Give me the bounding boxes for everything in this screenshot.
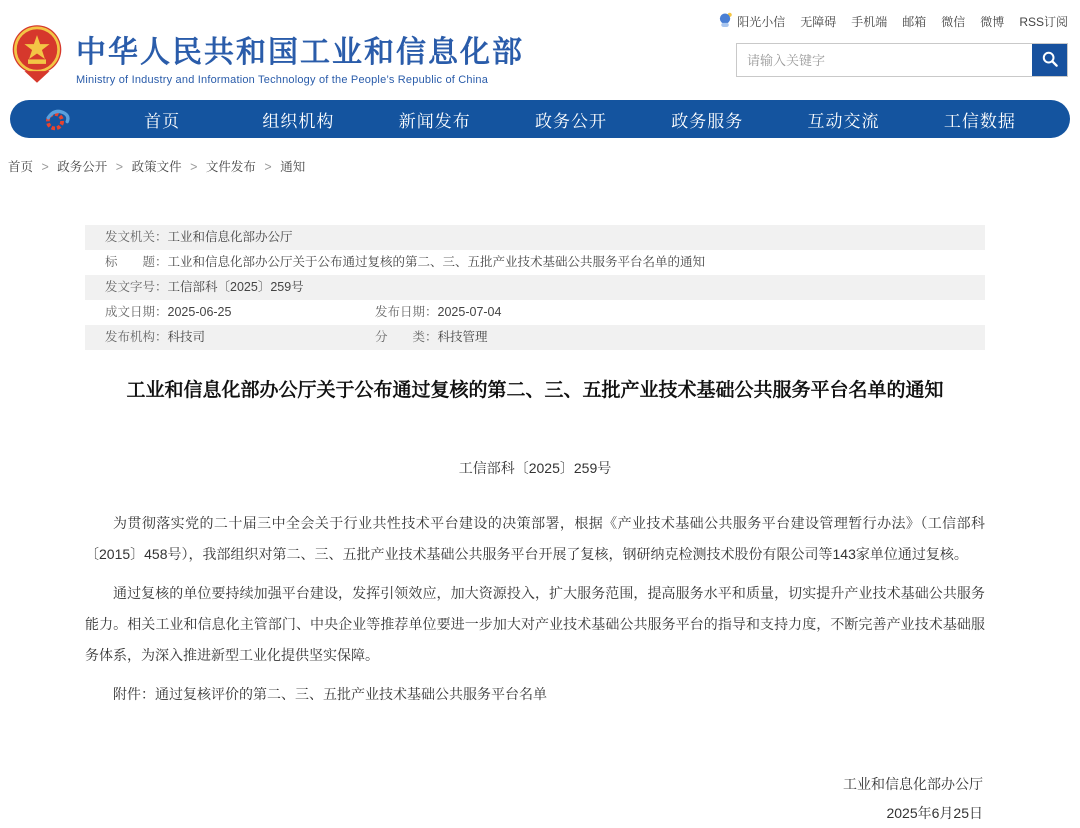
document-paragraph: 为贯彻落实党的二十届三中全会关于行业共性技术平台建设的决策部署，根据《产业技术基础公共服务平台建设管理暂行办法》（工信部科〔2015〕458号），我部组织对第二、三、五批产业技术基础公共服务平台开展了复核，钢研纳克检测技术股份有限公司等143家单位通过复核。 xyxy=(85,515,985,562)
meta-value: 科技司 xyxy=(167,330,206,344)
attachment-link[interactable]: 附件：通过复核评价的第二、三、五批产业技术基础公共服务平台名单 xyxy=(113,686,547,702)
meta-cell-written-date xyxy=(105,300,375,325)
nav-item-miit-data[interactable]: 工信数据 xyxy=(943,111,1016,131)
meta-row-publisher-category xyxy=(85,325,985,350)
meta-label: 成文日期： xyxy=(105,305,168,319)
breadcrumb-separator: > xyxy=(41,160,49,174)
nav-item-gov-services[interactable]: 政务服务 xyxy=(671,111,744,131)
quick-link-label: 阳光小信 xyxy=(737,15,786,29)
brand-text xyxy=(76,27,524,86)
breadcrumb-separator: > xyxy=(115,160,124,174)
breadcrumb-notice[interactable]: 通知 xyxy=(280,160,306,174)
quick-link-label: RSS订阅 xyxy=(1019,15,1068,29)
site-brand[interactable] xyxy=(10,14,524,98)
search-input[interactable] xyxy=(737,44,1032,76)
nav-item-news[interactable]: 新闻发布 xyxy=(398,111,471,131)
meta-value: 科技管理 xyxy=(437,330,488,344)
quick-link-label: 无障碍 xyxy=(800,15,837,29)
miit-logo-icon xyxy=(32,106,94,133)
meta-cell-publish-date xyxy=(375,300,501,325)
meta-value: 2025-06-25 xyxy=(167,305,232,319)
header-right xyxy=(736,6,1068,98)
breadcrumb-policy-documents[interactable]: 政策文件 xyxy=(131,160,182,174)
quick-link-accessibility[interactable] xyxy=(800,13,836,30)
breadcrumb-gov-disclosure[interactable]: 政务公开 xyxy=(57,160,108,174)
site-title-en: Ministry of Industry and Information Technology of the People’s Republic of China xyxy=(76,73,489,86)
nav-item-organization[interactable]: 组织机构 xyxy=(262,111,335,131)
meta-label: 分 类： xyxy=(375,330,438,344)
breadcrumb-document-release[interactable]: 文件发布 xyxy=(205,160,256,174)
quick-link-label: 微博 xyxy=(980,15,1005,29)
meta-cell xyxy=(105,225,293,250)
meta-row-doc-number xyxy=(85,275,985,300)
quick-link-label: 微信 xyxy=(941,15,966,29)
document-meta-table xyxy=(85,225,985,350)
meta-row-title xyxy=(85,250,985,275)
search-bar xyxy=(736,43,1068,77)
signature-block xyxy=(85,770,985,828)
nav-item-gov-disclosure[interactable]: 政务公开 xyxy=(534,111,607,131)
quick-links xyxy=(736,12,1068,31)
meta-row-issuing-agency xyxy=(85,225,985,250)
meta-value: 工信部科〔2025〕259号 xyxy=(167,280,304,294)
quick-link-sunshine[interactable] xyxy=(718,12,785,31)
document-title: 工业和信息化部办公厅关于公布通过复核的第二、三、五批产业技术基础公共服务平台名单的通知 xyxy=(126,380,944,401)
quick-link-label: 手机端 xyxy=(851,15,888,29)
meta-label: 发布日期： xyxy=(375,305,438,319)
quick-link-label: 邮箱 xyxy=(902,15,927,29)
breadcrumb-separator: > xyxy=(264,160,272,174)
breadcrumb-separator: > xyxy=(190,160,198,174)
quick-link-wechat[interactable] xyxy=(941,13,965,30)
meta-value: 工业和信息化部办公厅关于公布通过复核的第二、三、五批产业技术基础公共服务平台名单的通知 xyxy=(167,255,706,269)
quick-link-weibo[interactable] xyxy=(980,13,1004,30)
meta-row-dates xyxy=(85,300,985,325)
meta-cell xyxy=(105,275,304,300)
search-button[interactable] xyxy=(1032,44,1067,76)
quick-link-rss[interactable] xyxy=(1019,13,1068,30)
signature-agency: 工业和信息化部办公厅 xyxy=(843,776,983,792)
sunshine-mascot-icon xyxy=(718,12,733,31)
meta-value: 工业和信息化部办公厅 xyxy=(167,230,293,244)
meta-label: 发布机构： xyxy=(105,330,168,344)
quick-link-mail[interactable] xyxy=(902,13,926,30)
meta-cell-category xyxy=(375,325,488,350)
meta-value: 2025-07-04 xyxy=(437,305,502,319)
nav-item-interaction[interactable]: 互动交流 xyxy=(807,111,880,131)
breadcrumb xyxy=(8,157,1080,175)
breadcrumb-home[interactable]: 首页 xyxy=(8,160,34,174)
meta-label: 标 题： xyxy=(105,255,168,269)
document-number: 工信部科〔2025〕259号 xyxy=(458,460,612,476)
quick-link-mobile[interactable] xyxy=(851,13,887,30)
site-header xyxy=(0,0,1080,98)
nav-item-home[interactable]: 首页 xyxy=(144,111,181,131)
main-nav xyxy=(10,100,1070,138)
signature-date: 2025年6月25日 xyxy=(886,805,983,821)
meta-cell xyxy=(105,250,705,275)
document-body xyxy=(85,508,985,710)
national-emblem-icon xyxy=(10,23,64,90)
document-paragraph: 通过复核的单位要持续加强平台建设，发挥引领效应，加大资源投入，扩大服务范围，提高服务水平和质量，切实提升产业技术基础公共服务能力。相关工业和信息化主管部门、中央企业等推荐单位要进一步加大对产业技术基础公共服务平台的指导和支持力度，不断完善产业技术基础服务体系，为深入推进新型工业化提供坚实保障。 xyxy=(85,585,985,663)
meta-label: 发文字号： xyxy=(105,280,168,294)
site-title-cn: 中华人民共和国工业和信息化部 xyxy=(76,35,524,69)
meta-label: 发文机关： xyxy=(105,230,168,244)
document-page xyxy=(85,225,985,828)
search-icon xyxy=(1041,50,1059,71)
meta-cell-publisher xyxy=(105,325,375,350)
